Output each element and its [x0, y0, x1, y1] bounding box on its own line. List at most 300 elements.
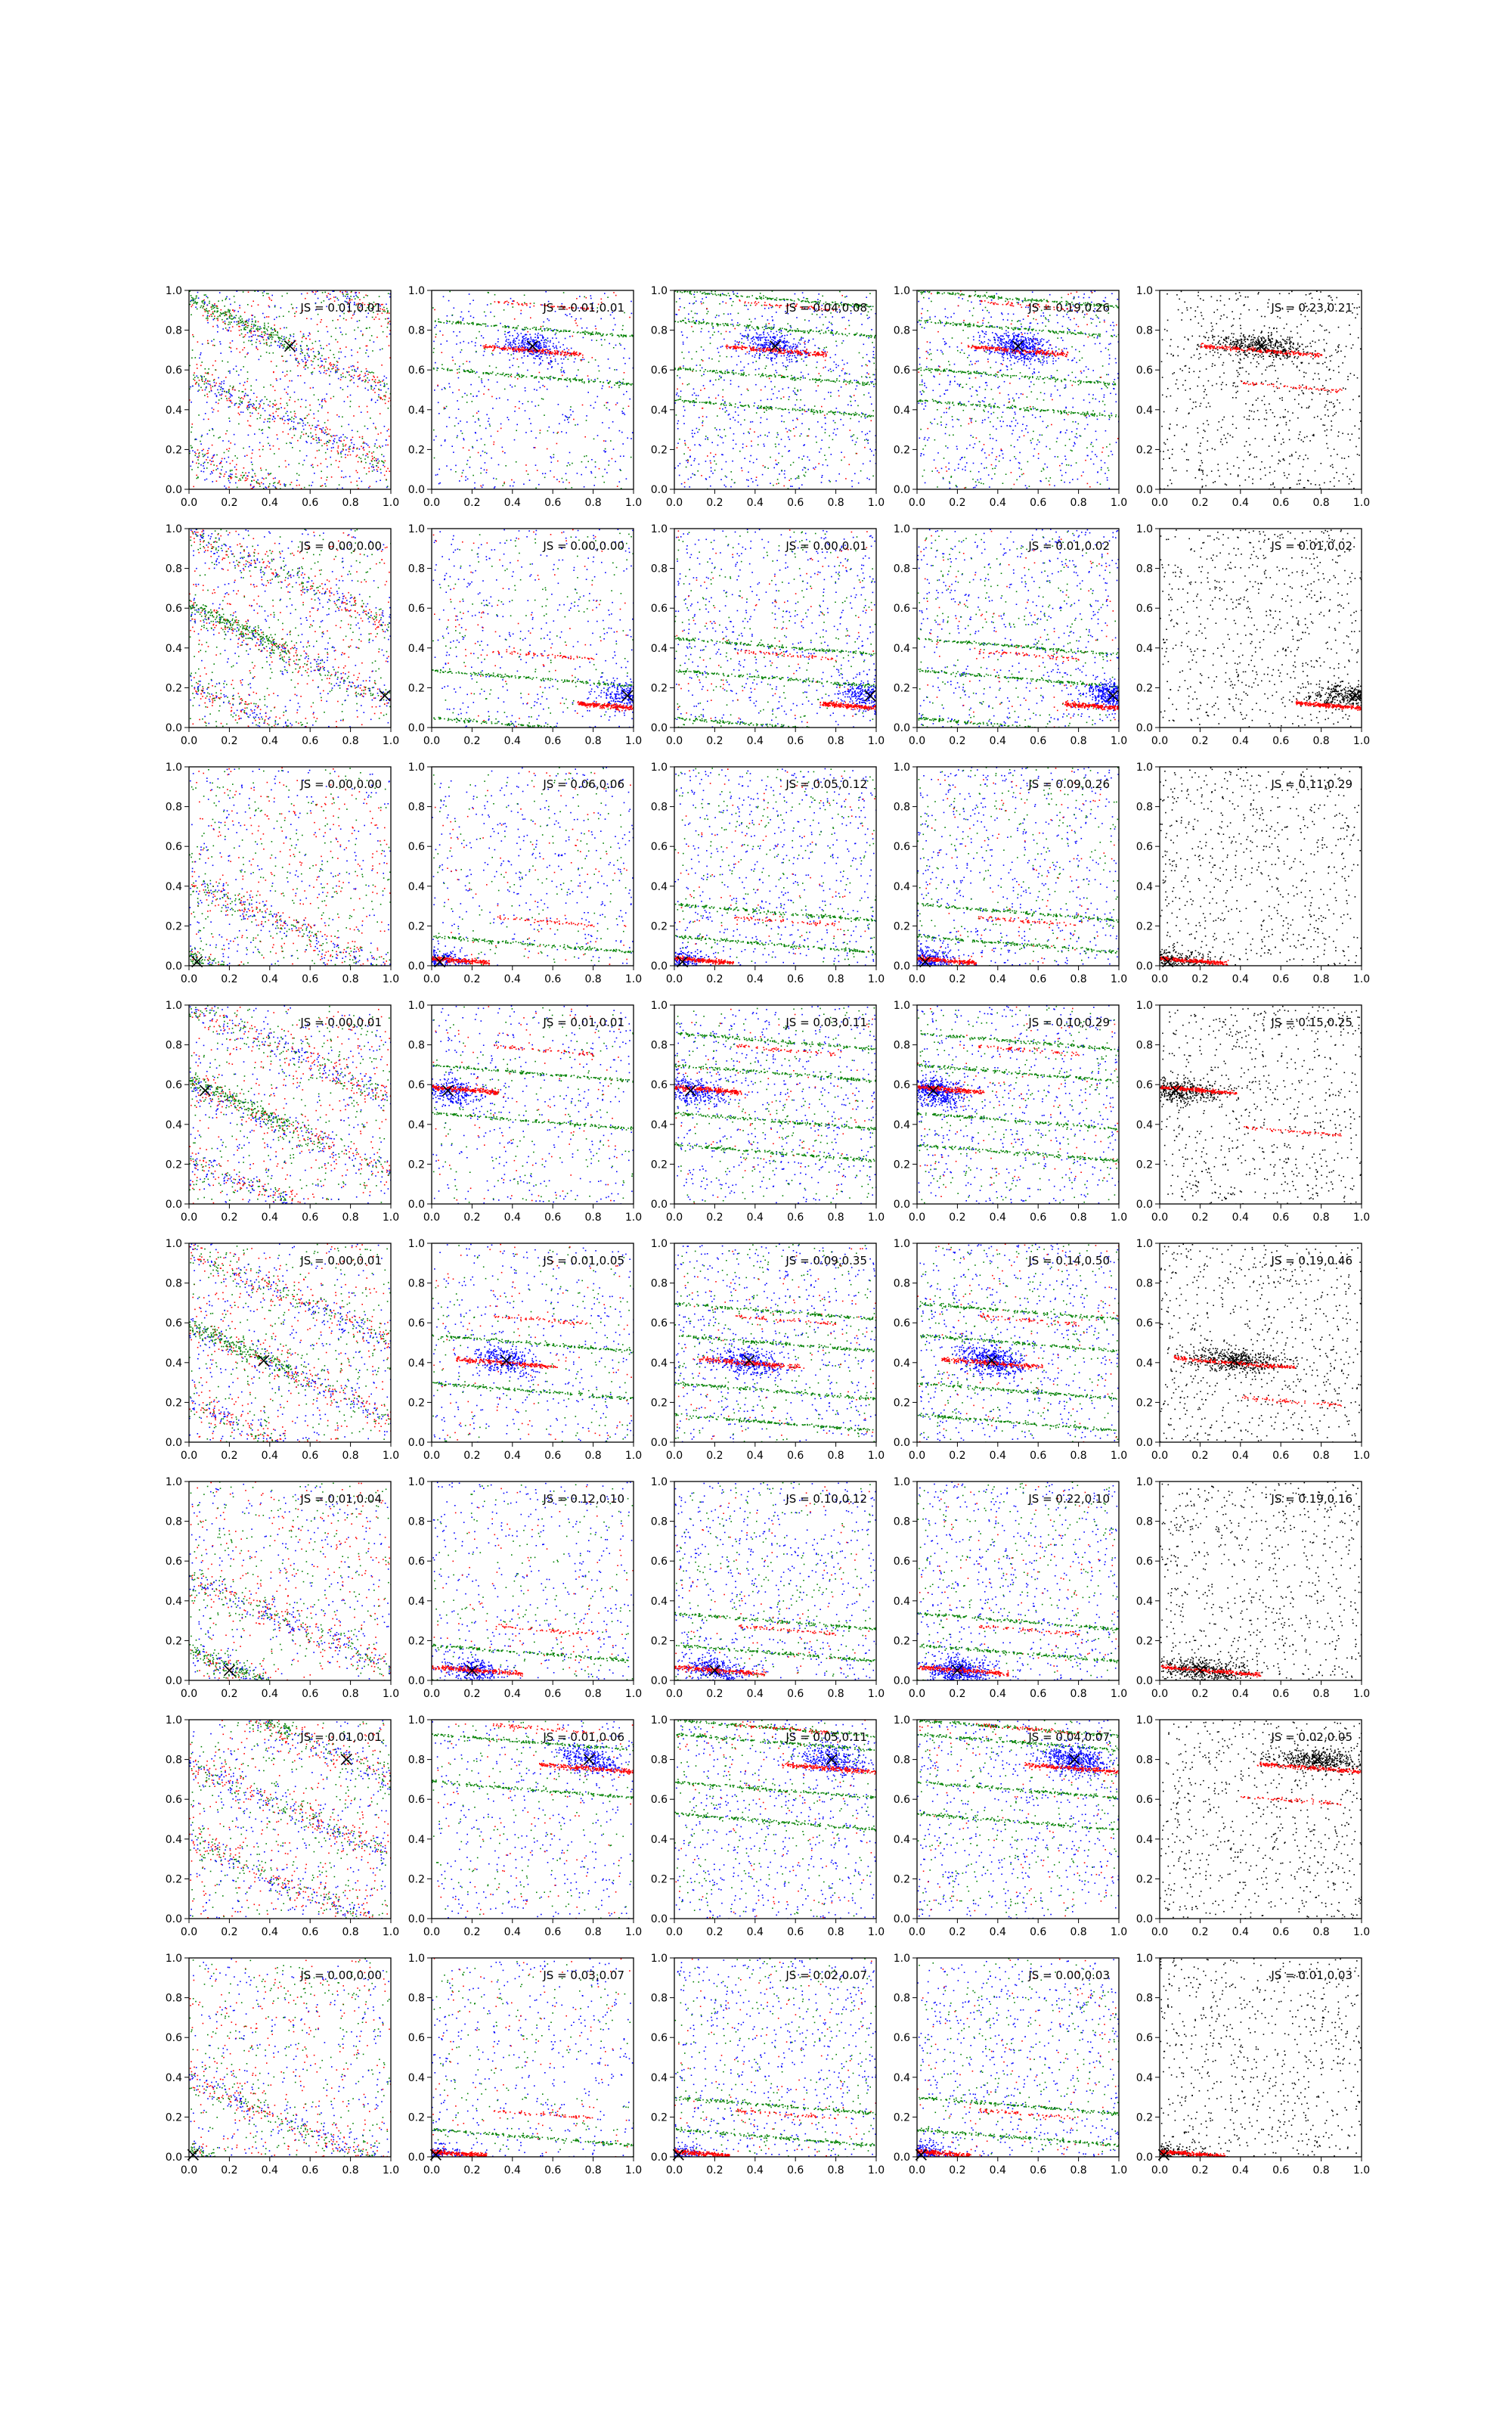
point [495, 343, 497, 345]
point [438, 483, 440, 485]
point [767, 467, 769, 469]
point [197, 459, 199, 461]
point [556, 443, 558, 445]
point [367, 428, 369, 430]
point [339, 291, 341, 293]
point [507, 349, 508, 351]
point [569, 336, 571, 337]
point [331, 476, 333, 478]
point [329, 364, 330, 365]
point [228, 480, 230, 482]
point [730, 383, 732, 385]
point [250, 485, 252, 486]
point [331, 364, 333, 365]
point [193, 336, 194, 337]
point [508, 353, 510, 355]
point [730, 313, 732, 315]
point [549, 346, 550, 347]
point [613, 448, 615, 450]
point [380, 433, 382, 434]
point [219, 315, 221, 317]
point [229, 393, 231, 395]
point [827, 352, 829, 353]
point [446, 323, 448, 324]
point [712, 323, 714, 324]
point [375, 379, 376, 380]
point [545, 473, 547, 474]
point [618, 387, 620, 389]
point [192, 447, 194, 448]
point [290, 355, 292, 356]
point [742, 444, 744, 445]
point [357, 485, 358, 486]
point [195, 357, 197, 358]
point [375, 317, 376, 318]
point [527, 347, 528, 349]
point [491, 458, 492, 459]
point [626, 391, 627, 392]
point [626, 478, 627, 479]
point [705, 436, 707, 437]
point [267, 330, 268, 331]
point [525, 329, 526, 330]
point [371, 400, 373, 402]
point [453, 451, 454, 453]
point [516, 346, 518, 348]
point [832, 439, 834, 441]
point [741, 374, 742, 375]
point [803, 455, 804, 457]
point [864, 383, 866, 384]
point [343, 318, 345, 320]
point [733, 291, 734, 293]
point [689, 368, 691, 369]
point [251, 328, 253, 330]
point [562, 414, 564, 416]
point [203, 306, 205, 307]
point [821, 330, 823, 331]
point [201, 377, 203, 379]
point [591, 473, 593, 474]
point [857, 405, 859, 407]
point [321, 355, 323, 357]
point [821, 476, 823, 478]
point [737, 293, 739, 294]
point [550, 358, 552, 359]
point [265, 331, 266, 333]
point [238, 413, 240, 414]
point [752, 421, 754, 423]
point [197, 292, 199, 293]
point [571, 348, 572, 349]
point [866, 383, 868, 385]
point [678, 396, 680, 397]
point [308, 348, 309, 349]
point [536, 345, 538, 346]
point [212, 313, 214, 315]
point [688, 321, 689, 322]
point [680, 463, 681, 464]
point [710, 402, 711, 404]
point [333, 364, 334, 365]
point [290, 419, 292, 420]
point [819, 373, 820, 374]
axes-frame [432, 290, 634, 489]
point [290, 411, 292, 413]
point [721, 437, 723, 439]
point [261, 334, 262, 335]
point [738, 313, 739, 315]
point [835, 480, 837, 482]
point [748, 432, 749, 433]
point [560, 378, 562, 380]
point [347, 296, 349, 297]
point [264, 343, 265, 345]
point [219, 436, 221, 438]
point [389, 321, 391, 322]
point [845, 380, 847, 382]
point [255, 476, 256, 477]
point [802, 375, 804, 377]
point [328, 357, 330, 358]
point [371, 466, 373, 467]
point [758, 444, 759, 445]
point [342, 389, 344, 390]
point [575, 358, 576, 360]
point [706, 479, 708, 480]
point [265, 327, 266, 328]
point [330, 371, 332, 373]
point [814, 379, 816, 380]
point [546, 352, 547, 354]
point [330, 429, 331, 430]
point [824, 455, 826, 456]
point [841, 451, 842, 453]
point [228, 441, 230, 442]
point [730, 471, 732, 473]
point [823, 333, 825, 334]
point [719, 303, 720, 305]
point [312, 387, 314, 389]
point [296, 307, 298, 309]
point [462, 396, 463, 398]
point [737, 407, 739, 408]
point [458, 408, 460, 410]
point [485, 462, 486, 464]
point [355, 298, 356, 299]
point [845, 384, 847, 386]
point [826, 346, 827, 348]
point [681, 352, 683, 353]
point [577, 473, 578, 474]
point [729, 414, 730, 415]
point [503, 302, 505, 304]
point [556, 348, 558, 349]
point [844, 317, 845, 318]
point [228, 487, 230, 489]
point [246, 395, 248, 396]
point [247, 395, 249, 396]
point [298, 361, 299, 362]
point [252, 321, 253, 322]
point [861, 412, 863, 414]
point [497, 346, 498, 347]
point [342, 448, 344, 450]
point [699, 321, 701, 323]
point [254, 473, 256, 475]
point [617, 402, 618, 404]
point [523, 375, 525, 377]
point [232, 318, 234, 320]
point [712, 473, 714, 474]
point [773, 298, 774, 299]
point [780, 398, 782, 399]
point [683, 453, 685, 455]
point [689, 293, 691, 294]
point [224, 458, 225, 460]
point [873, 347, 875, 349]
point [262, 477, 263, 479]
point [224, 486, 225, 487]
point [338, 445, 339, 447]
point [575, 320, 576, 321]
point [205, 311, 206, 312]
point [565, 338, 566, 340]
point [364, 373, 366, 374]
point [677, 369, 679, 371]
point [212, 386, 214, 387]
point [770, 329, 772, 330]
point [541, 347, 542, 349]
point [302, 359, 303, 361]
point [333, 441, 335, 442]
point [200, 307, 202, 309]
point [291, 420, 293, 422]
point [279, 340, 280, 341]
point [868, 392, 869, 394]
point [211, 316, 212, 318]
point [501, 374, 503, 376]
point [314, 473, 315, 474]
point [540, 343, 541, 344]
point [505, 374, 507, 376]
point [351, 442, 352, 444]
point [335, 372, 336, 374]
point [547, 368, 549, 370]
point [528, 338, 530, 340]
point [364, 426, 366, 427]
point [603, 382, 604, 383]
point [496, 325, 497, 327]
point [212, 428, 213, 430]
point [781, 470, 782, 471]
point [807, 330, 809, 332]
point [797, 378, 798, 380]
point [222, 467, 223, 468]
point [717, 415, 718, 417]
point [278, 482, 280, 483]
point [776, 299, 777, 301]
point [516, 338, 517, 340]
point [208, 368, 209, 370]
point [738, 355, 739, 357]
point [203, 300, 205, 302]
point [375, 427, 376, 428]
point [777, 479, 779, 480]
point [267, 437, 268, 439]
point [484, 470, 485, 471]
point [262, 445, 264, 447]
point [612, 333, 613, 334]
point [253, 324, 255, 325]
point [300, 437, 302, 439]
point [215, 383, 217, 384]
point [191, 300, 192, 302]
point [207, 318, 209, 320]
point [779, 473, 780, 475]
point [248, 321, 249, 322]
point [788, 299, 789, 300]
point [192, 349, 194, 351]
point [702, 319, 704, 321]
point [298, 399, 299, 401]
point [518, 374, 519, 375]
point [504, 452, 506, 454]
point [240, 475, 242, 476]
point [785, 428, 787, 430]
point [796, 394, 798, 396]
point [500, 424, 502, 425]
point [329, 383, 330, 385]
point [782, 389, 784, 390]
point [359, 448, 361, 450]
point [605, 441, 606, 442]
point [831, 454, 832, 455]
point [256, 339, 258, 340]
point [263, 478, 265, 479]
point [823, 324, 824, 326]
point [258, 336, 259, 337]
point [869, 317, 870, 318]
point [691, 464, 692, 466]
point [733, 301, 734, 302]
point [371, 371, 373, 373]
point [719, 408, 720, 409]
point [546, 355, 547, 356]
point [688, 461, 689, 462]
point [210, 385, 212, 386]
point [743, 343, 745, 344]
point [251, 315, 253, 316]
point [341, 457, 342, 458]
point [839, 291, 841, 293]
point [525, 387, 526, 389]
point [515, 344, 516, 346]
point [703, 302, 705, 304]
point [365, 295, 367, 296]
point [342, 292, 343, 293]
point [266, 344, 268, 346]
point [631, 438, 632, 439]
point [264, 335, 265, 337]
point [198, 457, 200, 458]
point [519, 401, 520, 402]
point [329, 343, 330, 345]
point [556, 338, 557, 340]
point [197, 309, 198, 310]
point [268, 316, 270, 318]
point [518, 366, 519, 368]
point [293, 418, 295, 420]
point [299, 463, 300, 464]
point [727, 372, 729, 374]
point [196, 296, 197, 297]
point [568, 330, 569, 332]
point [561, 371, 562, 373]
point [237, 487, 238, 489]
point [352, 370, 353, 371]
point [565, 356, 566, 358]
point [705, 296, 707, 298]
point [208, 311, 209, 312]
point [553, 454, 555, 455]
point [287, 346, 288, 347]
point [775, 444, 776, 445]
point [259, 406, 261, 408]
point [442, 352, 443, 353]
point [544, 414, 545, 416]
point [833, 420, 835, 422]
point [629, 358, 631, 359]
point [319, 340, 321, 342]
point [686, 337, 688, 339]
point [838, 473, 840, 475]
point [814, 405, 816, 407]
point [720, 355, 721, 357]
point [218, 411, 219, 412]
point [739, 324, 741, 325]
point [475, 373, 476, 374]
point [826, 380, 828, 381]
point [795, 392, 796, 394]
point [219, 383, 221, 385]
point [696, 300, 697, 302]
point [256, 482, 258, 484]
point [516, 375, 518, 377]
point [361, 371, 362, 373]
point [727, 356, 728, 358]
point [540, 377, 541, 378]
point [525, 349, 526, 351]
point [240, 478, 241, 479]
point [225, 323, 226, 324]
point [553, 330, 554, 332]
point [508, 347, 510, 349]
point [387, 468, 389, 470]
point [602, 335, 603, 337]
point [259, 456, 261, 458]
point [542, 385, 544, 386]
point [773, 393, 774, 395]
point [314, 394, 315, 396]
point [732, 371, 733, 372]
point [216, 395, 218, 396]
point [553, 353, 555, 355]
point [255, 408, 256, 410]
point [254, 316, 256, 318]
point [303, 334, 305, 335]
point [802, 470, 804, 471]
